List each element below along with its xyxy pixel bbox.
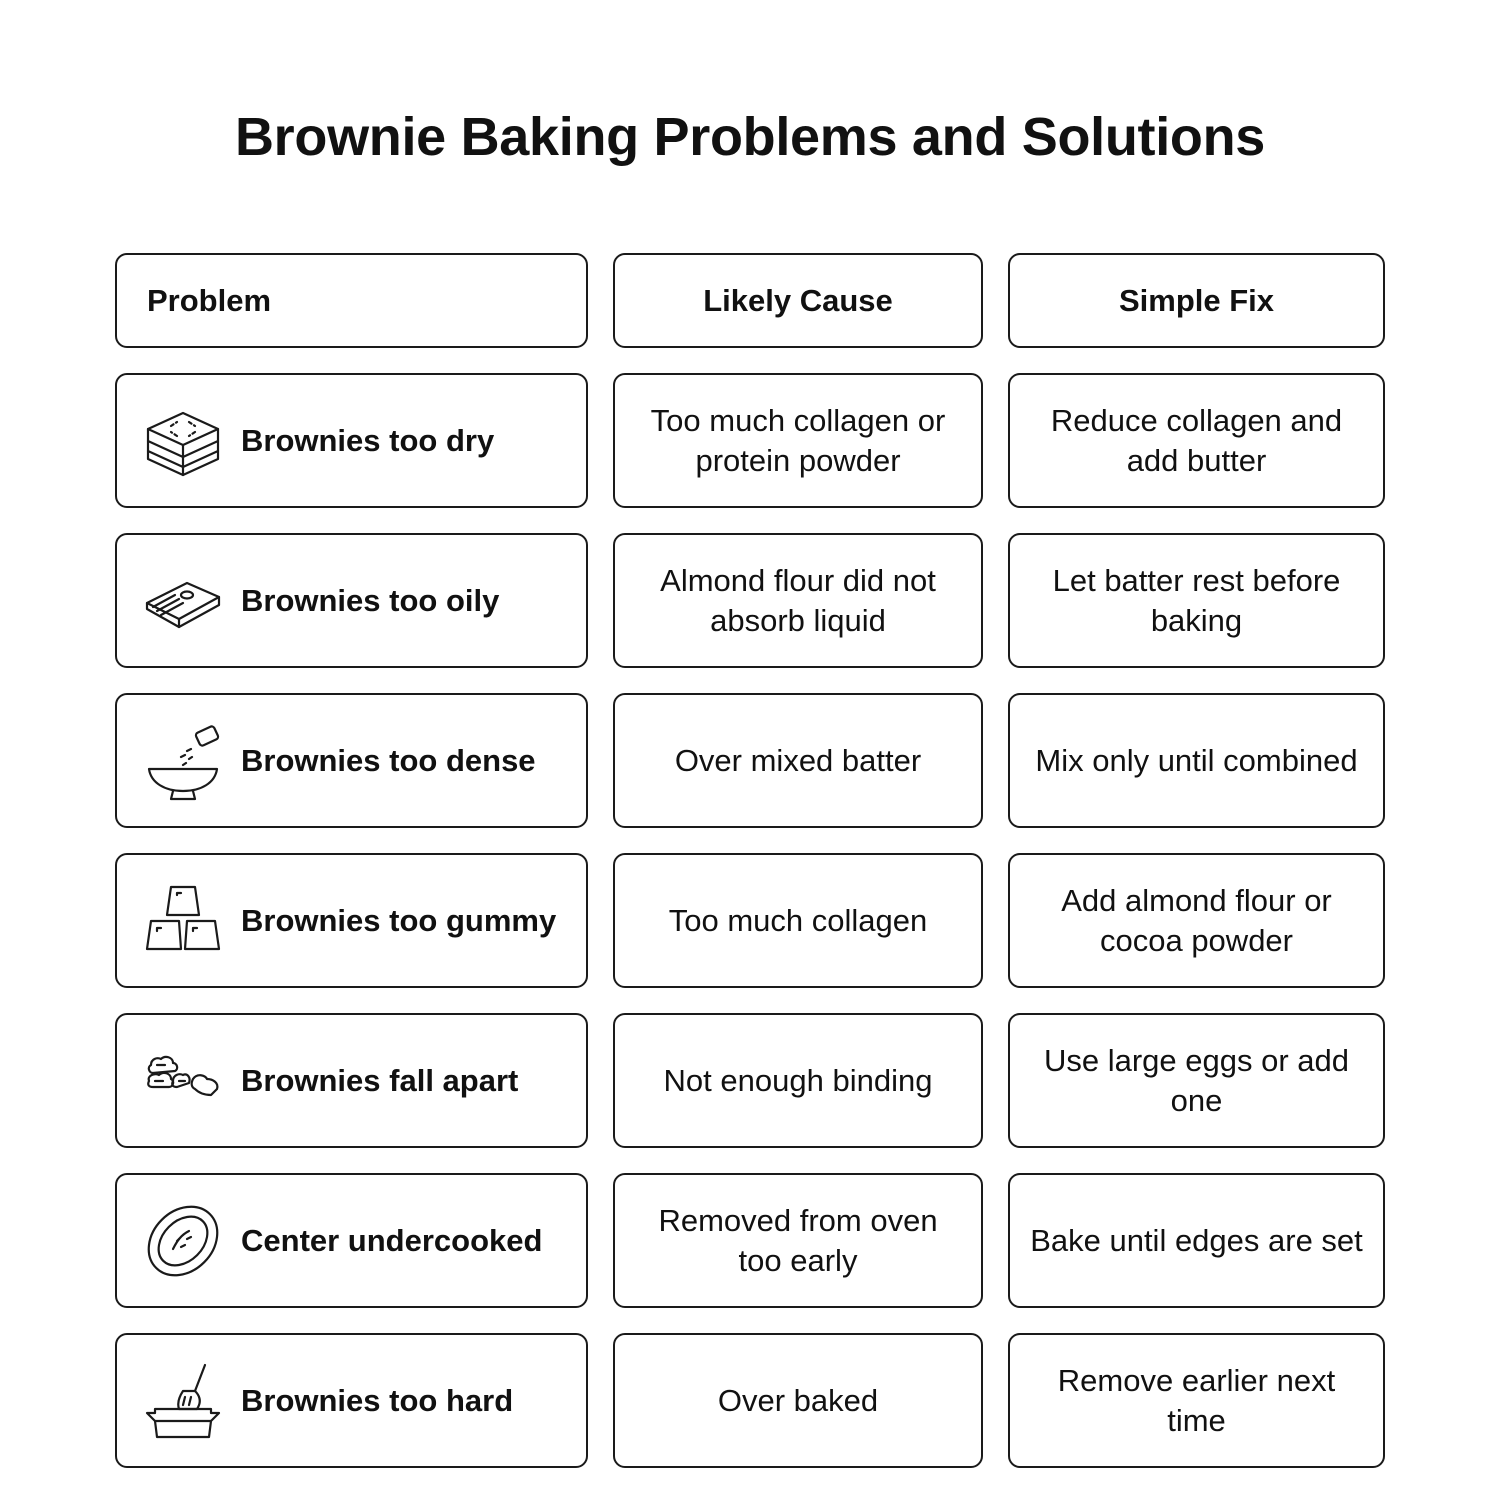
- fix-cell: [1008, 533, 1385, 668]
- fix-text: Bake until edges are set: [1030, 1222, 1363, 1258]
- cause-text: Almond flour did not absorb liquid: [660, 562, 936, 638]
- page-title: Brownie Baking Problems and Solutions: [234, 107, 1266, 167]
- fix-text: Let batter rest before baking: [1052, 562, 1341, 638]
- fix-cell: [1008, 1333, 1385, 1468]
- fix-text: Reduce collagen and add butter: [1050, 402, 1343, 478]
- fix-cell: [1008, 853, 1385, 988]
- cause-text: Over baked: [717, 1382, 879, 1418]
- problem-label: Brownies too dry: [241, 422, 495, 458]
- header-problem-label: Problem: [147, 282, 272, 318]
- header-cause: [613, 253, 983, 348]
- cause-cell: [613, 373, 983, 508]
- problem-cell: [115, 853, 588, 988]
- crumbled-pieces-icon: [143, 1041, 223, 1121]
- fix-text: Mix only until combined: [1035, 742, 1358, 778]
- problem-cell: [115, 1333, 588, 1468]
- fix-cell: [1008, 1173, 1385, 1308]
- cause-cell: [613, 1333, 983, 1468]
- problem-label: Brownies too hard: [241, 1382, 514, 1418]
- problem-cell: [115, 373, 588, 508]
- header-problem: [115, 253, 588, 348]
- header-cause-label: Likely Cause: [703, 282, 893, 318]
- cause-text: Over mixed batter: [674, 742, 922, 778]
- cause-cell: [613, 1013, 983, 1148]
- problem-label: Brownies too gummy: [241, 902, 557, 938]
- problem-cell: [115, 1013, 588, 1148]
- fix-cell: [1008, 693, 1385, 828]
- cause-cell: [613, 1173, 983, 1308]
- problem-label: Brownies fall apart: [241, 1062, 519, 1098]
- mixing-bowl-icon: [143, 721, 223, 801]
- baking-dish-spatula-icon: [143, 1361, 223, 1441]
- gooey-center-plate-icon: [143, 1201, 223, 1281]
- problem-cell: [115, 533, 588, 668]
- fix-text: Remove earlier next time: [1057, 1362, 1336, 1438]
- cause-cell: [613, 533, 983, 668]
- header-fix-label: Simple Fix: [1118, 282, 1275, 318]
- problem-label: Brownies too oily: [241, 582, 500, 618]
- problem-cell: [115, 1173, 588, 1308]
- cause-text: Too much collagen: [668, 902, 928, 938]
- fix-text: Use large eggs or add one: [1043, 1042, 1350, 1118]
- header-fix: [1008, 253, 1385, 348]
- cause-text: Removed from oven too early: [658, 1202, 938, 1278]
- stacked-brownie-cubes-icon: [143, 881, 223, 961]
- cause-cell: [613, 693, 983, 828]
- layered-brownie-stack-icon: [143, 401, 223, 481]
- cause-cell: [613, 853, 983, 988]
- problem-cell: [115, 693, 588, 828]
- fix-cell: [1008, 1013, 1385, 1148]
- problem-label: Brownies too dense: [241, 742, 536, 778]
- fix-text: Add almond flour or cocoa powder: [1061, 882, 1332, 958]
- greasy-brownie-slab-icon: [143, 561, 223, 641]
- cause-text: Not enough binding: [663, 1062, 933, 1098]
- problem-label: Center undercooked: [241, 1222, 543, 1258]
- fix-cell: [1008, 373, 1385, 508]
- cause-text: Too much collagen or protein powder: [650, 402, 946, 478]
